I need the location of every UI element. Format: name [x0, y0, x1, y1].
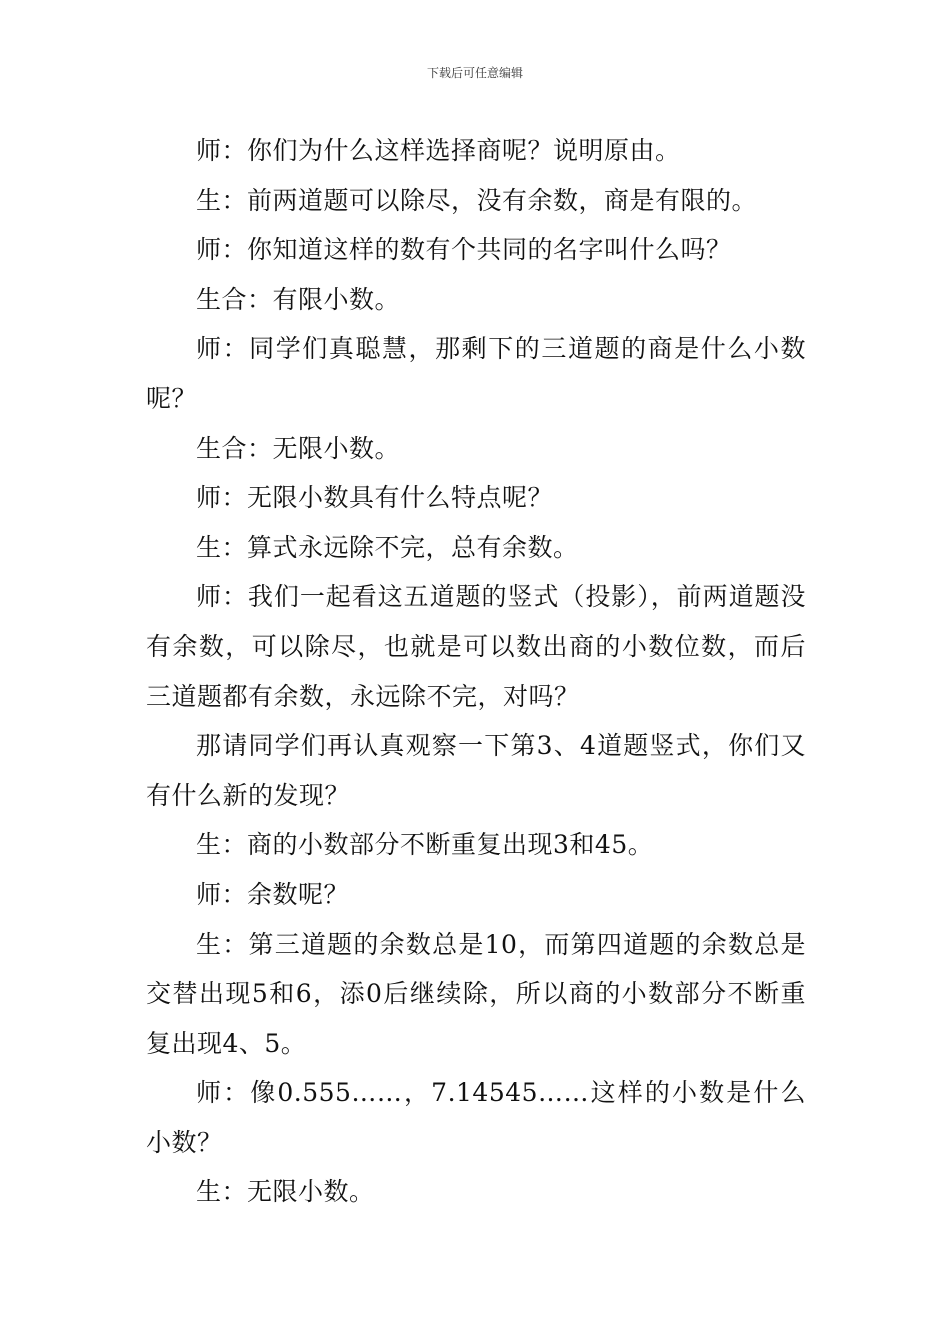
dialogue-paragraph: 生合：有限小数。 — [196, 284, 401, 314]
dialogue-body — [146, 126, 806, 1217]
dialogue-paragraph: 师：你知道这样的数有个共同的名字叫什么吗？ — [196, 235, 732, 265]
dialogue-paragraph: 生：第三道题的余数总是10，而第四道题的余数总是交替出现5和6，添0后继续除，所以商的小数部分不断重复出现4、5。 — [146, 929, 806, 1058]
dialogue-paragraph: 生：商的小数部分不断重复出现3和45。 — [196, 830, 654, 860]
dialogue-paragraph: 师：我们一起看这五道题的竖式（投影），前两道题没有余数，可以除尽，也就是可以数出商的小数位数，而后三道题都有余数，永远除不完，对吗？ — [146, 582, 806, 711]
dialogue-paragraph: 师：余数呢？ — [196, 879, 350, 909]
dialogue-paragraph: 生合：无限小数。 — [196, 433, 401, 463]
dialogue-paragraph: 师：像0.555……，7.14545……这样的小数是什么小数？ — [146, 1078, 806, 1157]
dialogue-paragraph: 那请同学们再认真观察一下第3、4道题竖式，你们又有什么新的发现？ — [146, 731, 806, 810]
dialogue-paragraph: 师：同学们真聪慧，那剩下的三道题的商是什么小数呢？ — [146, 334, 806, 413]
dialogue-paragraph: 生：算式永远除不完，总有余数。 — [196, 532, 579, 562]
dialogue-paragraph: 生：无限小数。 — [196, 1177, 375, 1207]
page-header-note: 下载后可任意编辑 — [426, 66, 523, 80]
dialogue-paragraph: 师：无限小数具有什么特点呢？ — [196, 483, 554, 513]
dialogue-paragraph: 师：你们为什么这样选择商呢？说明原由。 — [196, 136, 681, 165]
dialogue-paragraph: 生：前两道题可以除尽，没有余数，商是有限的。 — [196, 185, 758, 215]
